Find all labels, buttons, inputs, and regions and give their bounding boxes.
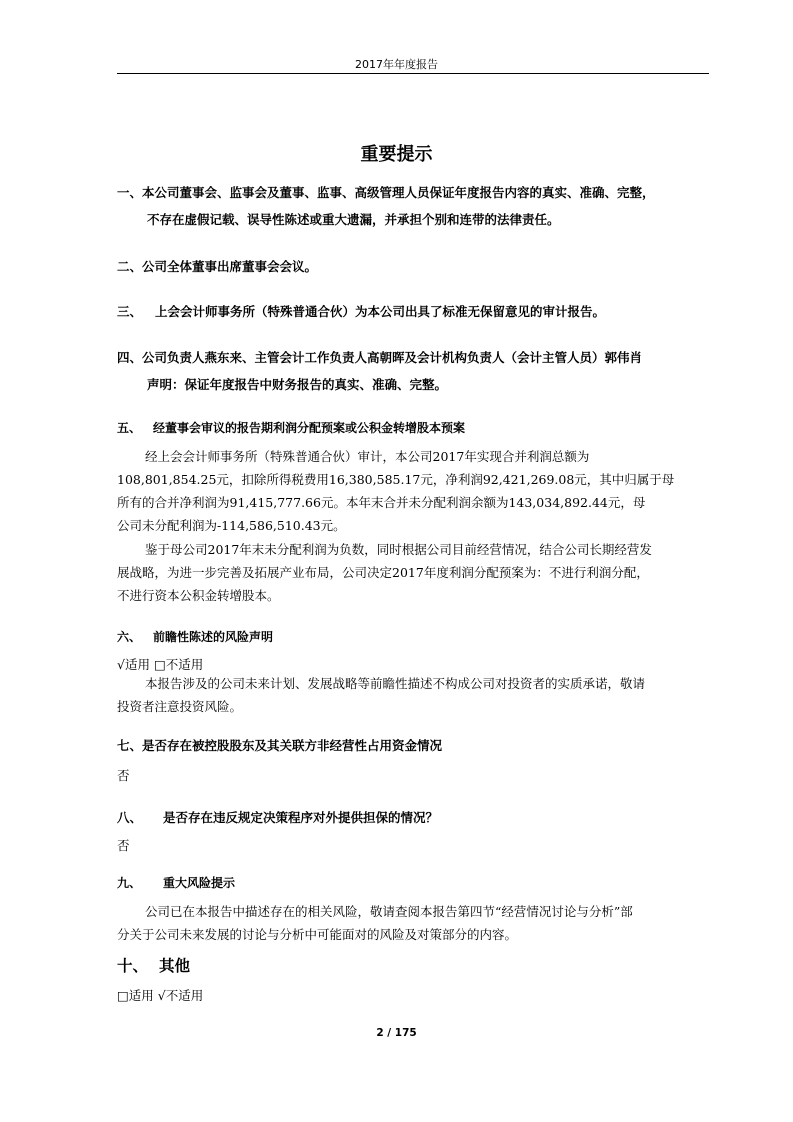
section-4-heading [117,348,642,366]
section-8-number: 八、 [117,810,143,825]
section-7-answer: 否 [117,768,130,783]
section-5-text: 经董事会审议的报告期利润分配预案或公积金转增股本预案 [153,421,466,435]
section-4-number: 四、 [117,350,143,365]
page-title: 重要提示 [360,144,433,165]
section-7-number: 七、 [117,738,143,753]
section-2-text: 公司全体董事出席董事会会议。 [142,259,318,274]
section-9-number: 九、 [117,876,142,890]
section-3-number: 三、 [117,304,143,319]
header-divider [117,73,709,74]
section-5-p1-line-3: 所有的合并净利润为91,415,777.66元。本年末合并未分配利润余额为143,034,892.44元，母 [117,495,646,510]
section-7-heading [117,736,442,754]
section-5-heading [117,419,465,436]
section-1-line-2: 不存在虚假记载、误导性陈述或重大遗漏，并承担个别和连带的法律责任。 [147,212,560,227]
section-9-text: 重大风险提示 [163,876,236,890]
section-3-text: 上会会计师事务所（特殊普通合伙）为本公司出具了标准无保留意见的审计报告。 [155,304,606,319]
section-5-p2-line-2: 展战略，为进一步完善及拓展产业布局，公司决定2017年度利润分配预案为：不进行利润分配， [117,565,649,580]
section-6-text: 前瞻性陈述的风险声明 [153,630,274,644]
section-5-p2-line-3: 不进行资本公积金转增股本。 [117,588,280,603]
section-2-heading [117,257,317,275]
section-5-p1-line-4: 公司未分配利润为-114,586,510.43元。 [117,518,346,533]
section-7-text: 是否存在被控股股东及其关联方非经营性占用资金情况 [142,738,443,753]
section-10-number: 十、 [117,957,149,975]
section-6-heading [117,628,273,645]
section-4-line-1: 公司负责人燕东来、主管会计工作负责人高朝晖及会计机构负责人（会计主管人员）郭伟肖 [142,350,643,365]
section-1-line-1: 本公司董事会、监事会及董事、监事、高级管理人员保证年度报告内容的真实、准确、完整， [142,185,655,200]
section-6-p-line-1: 本报告涉及的公司未来计划、发展战略等前瞻性描述不构成公司对投资者的实质承诺，敬请 [145,676,646,691]
section-8-heading [117,808,438,826]
running-header: 2017年年度报告 [355,58,438,71]
section-4-line-2: 声明：保证年度报告中财务报告的真实、准确、完整。 [147,377,448,392]
section-8-answer: 否 [117,838,130,853]
page-number: 2 / 175 [376,1027,417,1039]
section-10-text: 其他 [159,957,191,975]
section-5-p2-line-1: 鉴于母公司2017年末未分配利润为负数，同时根据公司目前经营情况，结合公司长期经营发 [145,542,652,557]
section-5-p1-line-2: 108,801,854.25元，扣除所得税费用16,380,585.17元，净利润92,421,269.08元，其中归属于母 [117,472,675,487]
section-5-number: 五、 [117,421,142,435]
section-10-heading [117,954,190,976]
section-6-p-line-2: 投资者注意投资风险。 [117,699,243,714]
section-6-applicability: √适用 □不适用 [117,657,204,672]
section-1-heading [117,183,655,201]
section-10-applicability: □适用 √不适用 [117,988,204,1003]
section-3-heading [117,302,605,320]
section-9-p-line-2: 分关于公司未来发展的讨论与分析中可能面对的风险及对策部分的内容。 [117,927,518,942]
section-5-p1-line-1: 经上会会计师事务所（特殊普通合伙）审计，本公司2017年实现合并利润总额为 [145,449,590,464]
section-9-p-line-1: 公司已在本报告中描述存在的相关风险，敬请查阅本报告第四节“经营情况讨论与分析”部 [145,904,633,919]
section-9-heading [117,874,235,891]
section-1-number: 一、 [117,185,143,200]
section-8-text: 是否存在违反规定决策程序对外提供担保的情况？ [163,810,439,825]
section-6-number: 六、 [117,630,142,644]
section-2-number: 二、 [117,259,143,274]
